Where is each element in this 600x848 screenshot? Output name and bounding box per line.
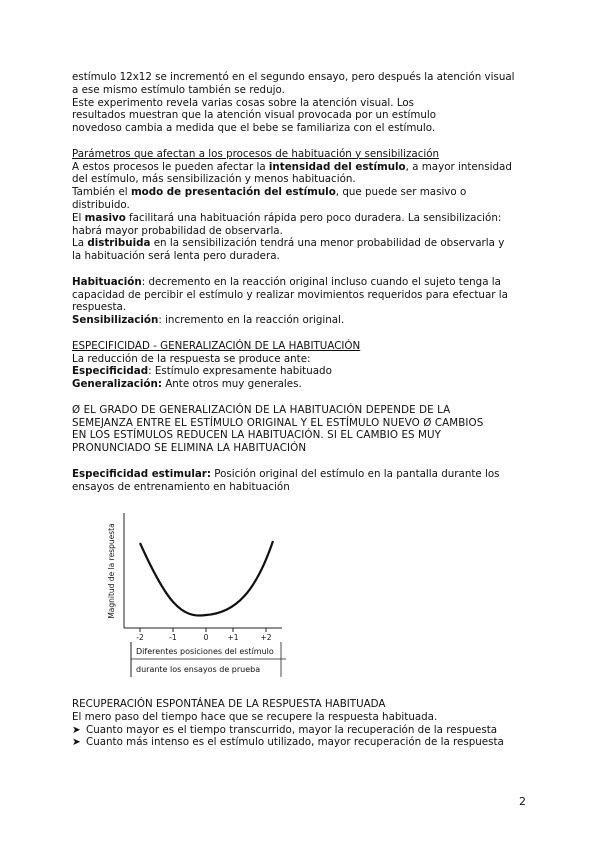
caps-line: Ø EL GRADO DE GENERALIZACIÓN DE LA HABITUACIÓN DEPENDE DE LA bbox=[72, 403, 451, 416]
stimulus-specificity-line: ensayos de entrenamiento en habituación bbox=[72, 480, 290, 493]
bullet-text: Cuanto más intenso es el estímulo utilizado, mayor recuperación de la respuesta bbox=[86, 736, 504, 749]
parameters-line: del estímulo, más sensibilización y menos habituación. bbox=[72, 173, 356, 186]
sensitization-definition bbox=[72, 314, 532, 327]
x-axis-label-line1: Diferentes posiciones del estímulo bbox=[136, 647, 274, 657]
parameters-section bbox=[72, 148, 532, 263]
bold-term: Sensibilización bbox=[72, 314, 159, 327]
text-span: La bbox=[72, 237, 88, 250]
parameters-heading: Parámetros que afectan a los procesos de habituación y sensibilización bbox=[72, 147, 440, 160]
text-span: facilitará una habituación rápida pero poco duradera. La sensibilización: bbox=[125, 211, 502, 224]
x-tick-label: +2 bbox=[260, 633, 272, 643]
specificity-line: La reducción de la respuesta se produce ante: bbox=[72, 352, 311, 365]
bold-term: Especificidad bbox=[72, 365, 149, 378]
response-curve bbox=[140, 541, 273, 616]
caps-line: EN LOS ESTÍMULOS REDUCEN LA HABITUACIÓN. SI EL CAMBIO ES MUY bbox=[72, 429, 442, 442]
generalization-definition bbox=[72, 378, 532, 391]
specificity-heading: ESPECIFICIDAD - GENERALIZACIÓN DE LA HABITUACIÓN bbox=[72, 339, 361, 352]
recovery-section bbox=[72, 698, 532, 749]
parameters-line bbox=[72, 237, 532, 250]
bullet-item bbox=[72, 724, 532, 737]
text-span: en la sensibilización tendrá una menor probabilidad de observarla y bbox=[150, 237, 505, 250]
bold-term: Generalización: bbox=[72, 378, 162, 391]
definition-line: capacidad de percibir el estímulo y realizar movimientos requeridos para efectuar la bbox=[72, 288, 508, 301]
arrow-bullet-icon: ➤ bbox=[72, 723, 81, 736]
stimulus-specificity-section bbox=[72, 468, 532, 494]
arrow-bullet-icon: ➤ bbox=[72, 736, 81, 749]
caps-line: PRONUNCIADO SE ELIMINA LA HABITUACIÓN bbox=[72, 442, 307, 455]
intro-line: resultados muestran que la atención visual provocada por un estímulo bbox=[72, 109, 437, 122]
x-ticks bbox=[140, 628, 266, 632]
intro-line: estímulo 12x12 se incrementó en el segundo ensayo, pero después la atención visual bbox=[72, 71, 515, 83]
bold-term: intensidad del estímulo bbox=[268, 160, 406, 173]
text-span: El bbox=[72, 211, 85, 224]
parameters-line: habrá mayor probabilidad de observarla. bbox=[72, 224, 283, 237]
page-number: 2 bbox=[519, 795, 526, 808]
document-page bbox=[72, 71, 532, 749]
bold-term: Especificidad estimular: bbox=[72, 467, 211, 480]
caps-block bbox=[72, 404, 532, 455]
bullet-text: Cuanto mayor es el tiempo transcurrido, mayor la recuperación de la respuesta bbox=[86, 723, 498, 736]
text-span: , a mayor intensidad bbox=[405, 160, 512, 173]
stimulus-specificity-line bbox=[72, 468, 532, 481]
caps-line: SEMEJANZA ENTRE EL ESTÍMULO ORIGINAL Y EL ESTÍMULO NUEVO Ø CAMBIOS bbox=[72, 416, 484, 429]
parameters-line: distribuido. bbox=[72, 198, 130, 211]
parameters-line: la habituación será lenta pero duradera. bbox=[72, 250, 280, 263]
x-tick-label: +1 bbox=[227, 633, 239, 643]
recovery-heading: RECUPERACIÓN ESPONTÁNEA DE LA RESPUESTA HABITUADA bbox=[72, 698, 386, 711]
bold-term: Habituación bbox=[72, 275, 142, 288]
intro-line: a ese mismo estímulo también se redujo. bbox=[72, 83, 285, 96]
generalization-graph bbox=[76, 501, 286, 681]
y-axis-label: Magnitud de la respuesta bbox=[107, 523, 116, 619]
x-axis-label-line2: durante los ensayos de prueba bbox=[136, 665, 261, 675]
specificity-definition bbox=[72, 365, 532, 378]
x-tick-label: -1 bbox=[169, 633, 177, 643]
definitions-section bbox=[72, 276, 532, 327]
recovery-line: El mero paso del tiempo hace que se recupere la respuesta habituada. bbox=[72, 710, 438, 723]
text-span: Ante otros muy generales. bbox=[161, 378, 302, 391]
parameters-line bbox=[72, 161, 532, 174]
parameters-line bbox=[72, 186, 532, 199]
text-span: También el bbox=[72, 186, 131, 199]
text-span: Posición original del estímulo en la pantalla durante los bbox=[211, 467, 500, 480]
bold-term: masivo bbox=[84, 211, 126, 224]
bold-term: distribuida bbox=[87, 237, 151, 250]
specificity-section bbox=[72, 340, 532, 391]
text-span: : incremento en la reacción original. bbox=[158, 314, 345, 327]
bold-term: modo de presentación del estímulo bbox=[130, 186, 336, 199]
text-span: : decremento en la reacción original incluso cuando el sujeto tenga la bbox=[141, 275, 501, 288]
text-span: A estos procesos le pueden afectar la bbox=[72, 160, 269, 173]
habituation-definition bbox=[72, 276, 532, 289]
definition-line: respuesta. bbox=[72, 301, 127, 314]
intro-line: Este experimento revela varias cosas sobre la atención visual. Los bbox=[72, 96, 415, 109]
x-tick-label: 0 bbox=[203, 633, 209, 643]
intro-paragraph bbox=[72, 71, 532, 135]
parameters-line bbox=[72, 212, 532, 225]
generalization-figure bbox=[76, 501, 286, 681]
bullet-item bbox=[72, 736, 532, 749]
x-tick-label: -2 bbox=[136, 633, 144, 643]
text-span: : Estímulo expresamente habituado bbox=[148, 365, 332, 378]
intro-line: novedoso cambia a medida que el bebe se familiariza con el estímulo. bbox=[72, 122, 436, 135]
text-span: , que puede ser masivo o bbox=[335, 186, 467, 199]
